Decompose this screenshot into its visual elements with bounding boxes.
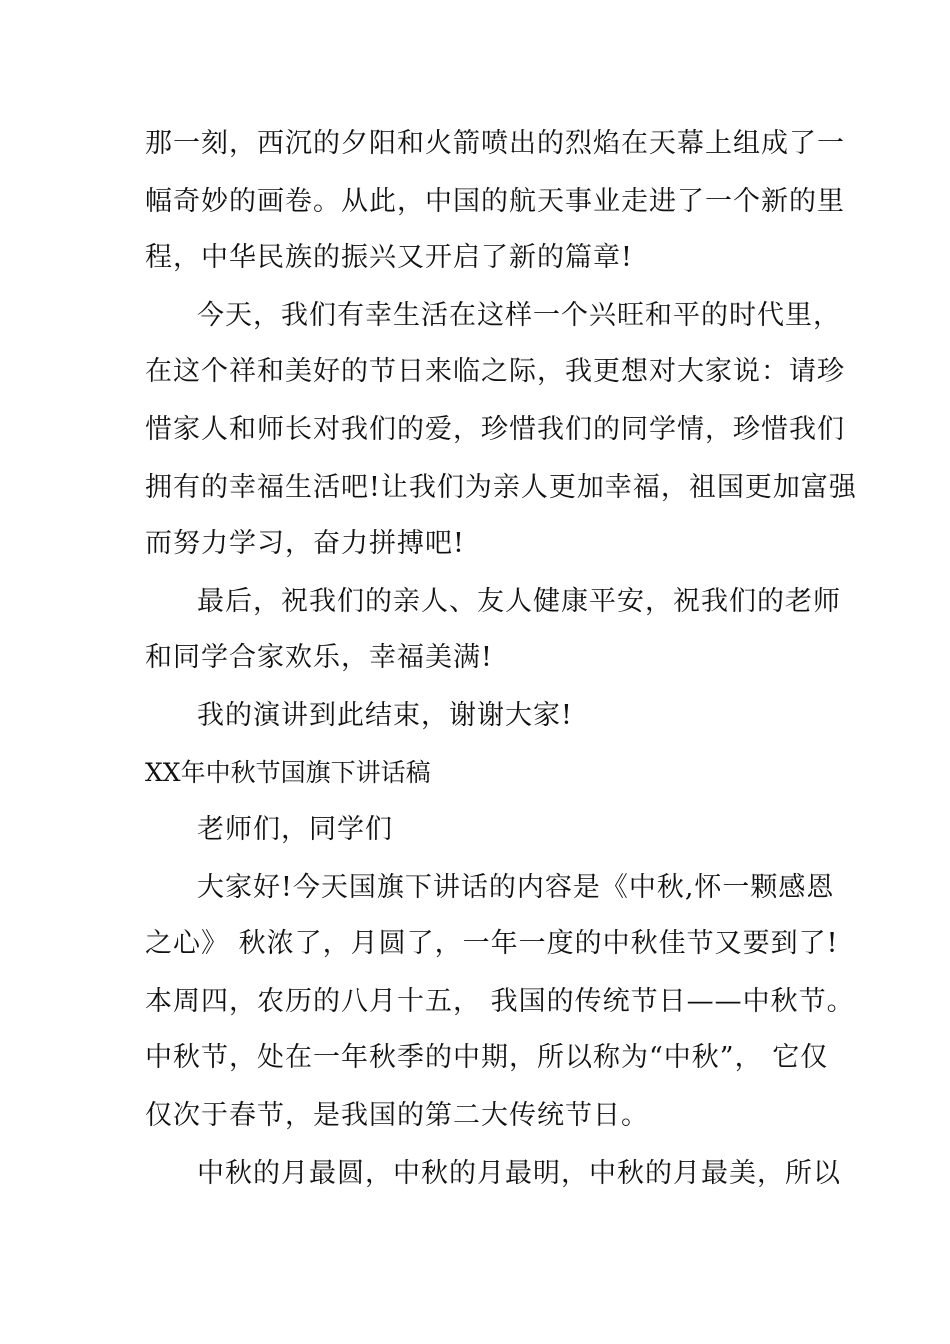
paragraph-start-line: 我的演讲到此结束，谢谢大家!	[197, 700, 573, 731]
text-line: 在这个祥和美好的节日来临之际，我更想对大家说：请珍	[145, 356, 845, 387]
text-line: 本周四，农历的八月十五， 我国的传统节日——中秋节。	[145, 986, 855, 1017]
paragraph-start-line: 大家好!今天国旗下讲话的内容是《中秋,怀一颗感恩	[197, 872, 835, 903]
text-line: 中秋节，处在一年秋季的中期，所以称为“中秋”， 它仅	[145, 1042, 829, 1073]
text-line: 拥有的幸福生活吧!让我们为亲人更加幸福，祖国更加富强	[145, 472, 857, 503]
section-heading: XX年中秋节国旗下讲话稿	[145, 758, 431, 787]
text-line: 之心》 秋浓了，月圆了，一年一度的中秋佳节又要到了!	[145, 928, 839, 959]
paragraph-start-line: 最后，祝我们的亲人、友人健康平安，祝我们的老师	[197, 586, 841, 617]
text-line: 和同学合家欢乐，幸福美满!	[145, 642, 493, 673]
text-line: 惜家人和师长对我们的爱，珍惜我们的同学情，珍惜我们	[145, 414, 845, 445]
salutation-line: 老师们，同学们	[197, 814, 393, 845]
text-line: 幅奇妙的画卷。从此，中国的航天事业走进了一个新的里	[145, 186, 845, 217]
text-line: 那一刻，西沉的夕阳和火箭喷出的烈焰在天幕上组成了一	[145, 128, 845, 159]
text-line: 而努力学习，奋力拼搏吧!	[145, 528, 465, 559]
paragraph-start-line: 今天，我们有幸生活在这样一个兴旺和平的时代里，	[197, 300, 841, 331]
text-line: 仅次于春节，是我国的第二大传统节日。	[145, 1100, 649, 1131]
text-line: 程，中华民族的振兴又开启了新的篇章!	[145, 242, 633, 273]
paragraph-start-line: 中秋的月最圆，中秋的月最明，中秋的月最美，所以	[197, 1158, 841, 1189]
